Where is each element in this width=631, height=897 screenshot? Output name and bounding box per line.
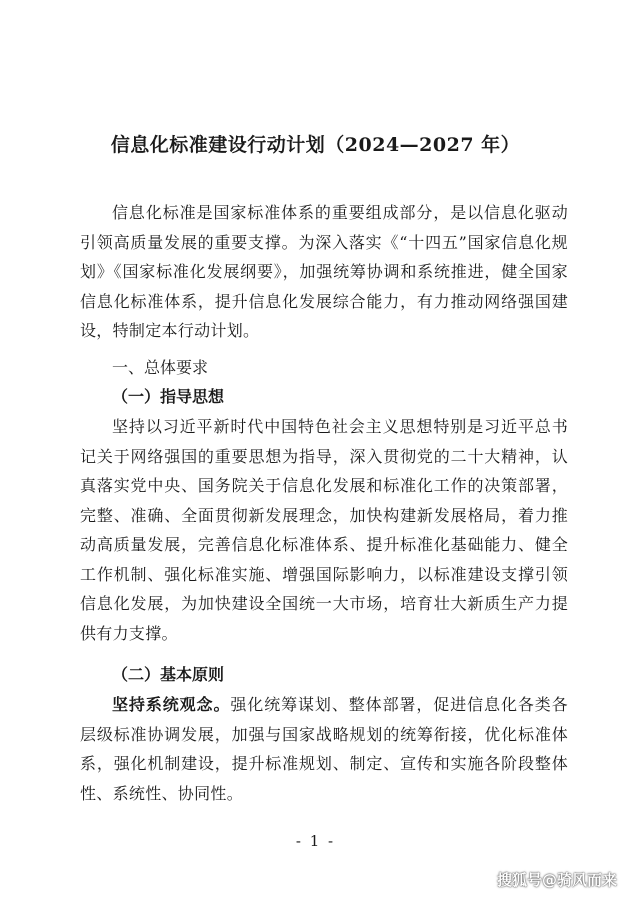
guiding-ideology-paragraph: 坚持以习近平新时代中国特色社会主义思想特别是习近平总书记关于网络强国的重要思想为指导，深入贯彻党的二十大精神，认真落实党中央、国务院关于信息化发展和标准化工作的决策部署，完整、准确、全面贯彻新发展理念，加快构建新发展格局，着力推动高质量发展，完善信息化标准体系、提升标准化基础能力、健全工作机制、强化标准实施、增强国际影响力，以标准建设支撑引领信息化发展，为加快建设全国统一大市场，培育壮大新质生产力提供有力支撑。 — [80, 417, 568, 643]
subsection-heading-basic-principles: （二）基本原则 — [112, 665, 225, 684]
principle-paragraph — [80, 690, 568, 808]
document-title: 信息化标准建设行动计划（2024—2027 年） — [110, 134, 521, 156]
principle-body: 强化统筹谋划、整体部署，促进信息化各类各层级标准协调发展，加强与国家战略规划的统筹衔接，优化标准体系，强化机制建设，提升标准规划、制定、宣传和实施各阶段整体性、系统性、协同性。 — [80, 695, 568, 803]
principle-lead: 坚持系统观念。 — [112, 695, 231, 714]
source-watermark: 搜狐号@骑风而来 — [496, 871, 617, 889]
subsection-heading-guiding-ideology: （一）指导思想 — [112, 387, 225, 406]
intro-paragraph: 信息化标准是国家标准体系的重要组成部分，是以信息化驱动引领高质量发展的重要支撑。为深入落实《“十四五”国家信息化规划》《国家标准化发展纲要》，加强统筹协调和系统推进，健全国家信息化标准体系，提升信息化发展综合能力，有力推动网络强国建设，特制定本行动计划。 — [80, 203, 568, 340]
page-number: - 1 - — [295, 832, 336, 850]
section-heading-overall-requirements: 一、总体要求 — [112, 358, 209, 377]
